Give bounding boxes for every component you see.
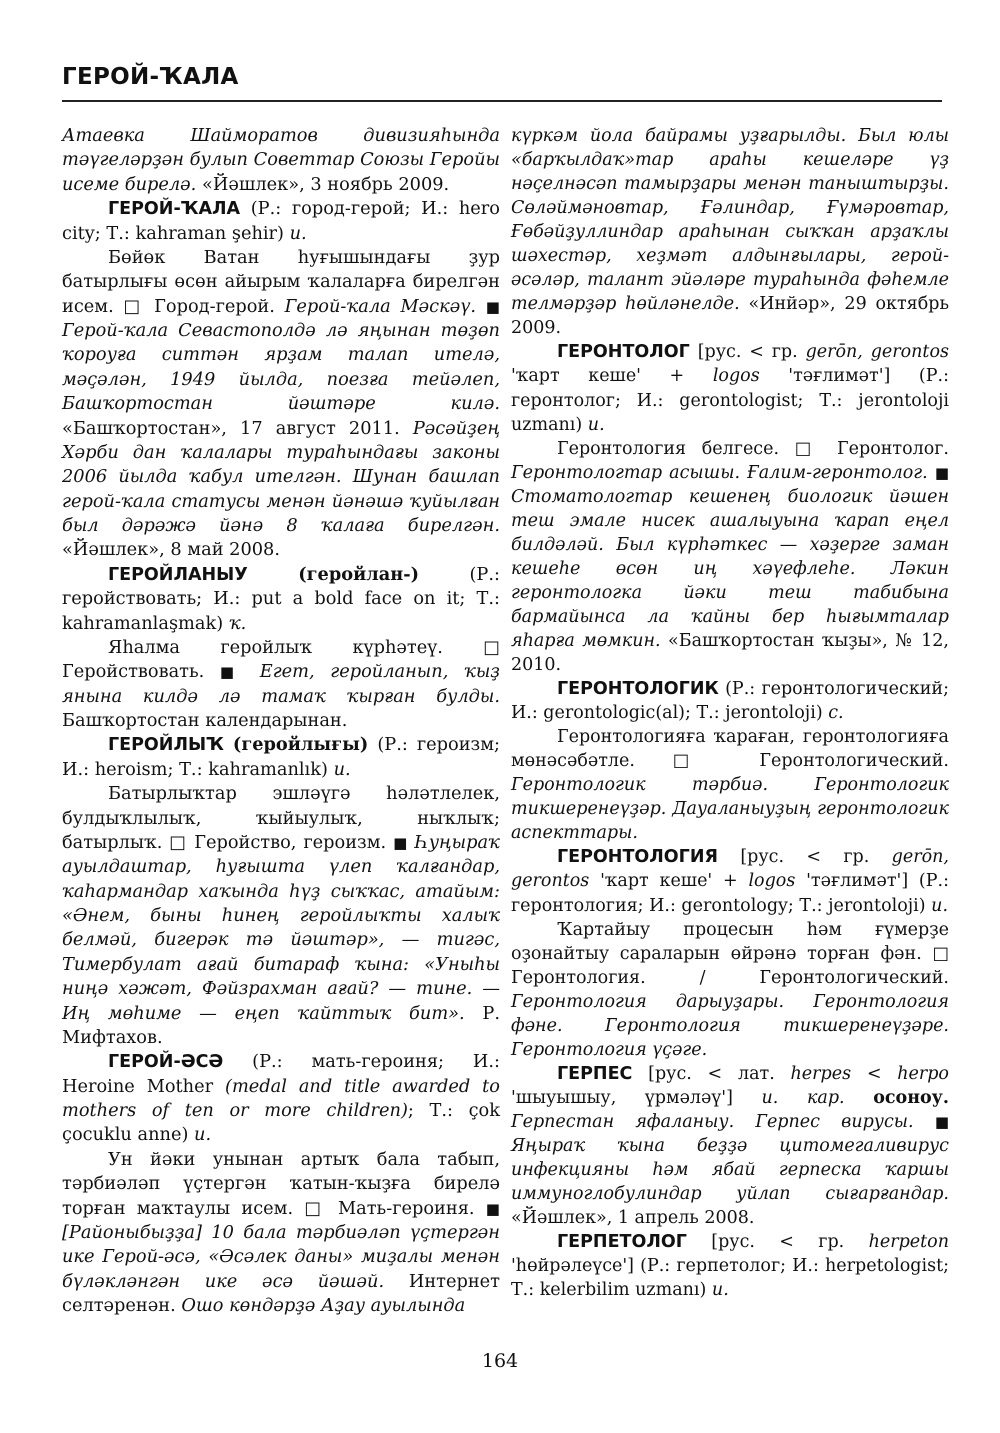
entry-gerpetolog <box>511 1230 949 1302</box>
definition: Геронтологияға ҡараған, геронтологияға мөнәсәбәтле. <box>511 727 949 772</box>
definition-paragraph <box>511 918 949 1062</box>
headword: ГЕРОНТОЛОГ <box>557 342 690 363</box>
example-square-icon: ■ <box>485 1199 500 1218</box>
entry-geroylyk <box>62 733 500 782</box>
etymology: [рус. < гр. <box>740 847 870 868</box>
etymology: [рус. < лат. <box>648 1063 775 1084</box>
translations: (Р.: героизм; И.: heroism; Т.: kahramanlık) <box>62 735 500 780</box>
running-head: ГЕРОЙ-ҠАЛА <box>62 64 239 90</box>
entry-geroy-ese <box>62 1050 500 1148</box>
example-text: Геронтология дарыуҙары. Геронтология фәне. Геронтология тикшеренеүҙәре. Геронтология үҫәге. <box>511 991 949 1060</box>
equivalent-box-icon: □ <box>932 943 949 964</box>
headword: ГЕРОНТОЛОГИК <box>557 679 719 700</box>
equivalent-box-icon: □ <box>672 751 722 772</box>
definition-paragraph <box>62 782 500 1050</box>
example-square-icon: ■ <box>485 297 500 316</box>
page-number: 164 <box>481 1350 519 1372</box>
etymology: 'ҡарт кеше' + <box>600 871 738 892</box>
example-square-icon: ■ <box>934 1112 949 1131</box>
example-text: Геронтологик тәрбиә. Геронтологик тикшеренеүҙәр. Дауаланыуҙың геронтологик аспекттары. <box>511 775 949 844</box>
headword: ГЕРОНТОЛОГИЯ <box>557 847 718 868</box>
translations: ; Т.: çok çocuklu anne) <box>62 1101 500 1146</box>
translations: (Р.: мать-героиня; И.: Heroine Mother <box>62 1052 500 1097</box>
entry-gerpes <box>511 1062 949 1230</box>
headword: ГЕРПЕС <box>557 1063 633 1084</box>
russian-equivalent: Город-герой. <box>154 296 275 317</box>
example-text: Герой-ҡала Мәскәү. <box>284 296 477 317</box>
cross-reference: осоноу. <box>873 1087 949 1108</box>
translations: (Р.: город-герой; И.: hero city; Т.: kahraman şehir) <box>62 199 500 244</box>
entry-gerontologik <box>511 677 949 725</box>
source: «Йәшлек», 1 апрель 2008. <box>511 1208 755 1229</box>
equivalent-box-icon: □ <box>304 1198 327 1219</box>
part-of-speech: с. <box>828 703 844 724</box>
headword: ГЕРПЕТОЛОГ <box>557 1232 687 1253</box>
continuation-paragraph <box>62 124 500 197</box>
etymon: herpes <box>790 1063 852 1084</box>
example-text: Геронтологтар асышы. Ғалим-геронтолог. <box>511 462 928 483</box>
example-square-icon: ■ <box>934 463 949 482</box>
entry-gerontologiya <box>511 845 949 917</box>
definition: Ҡартайыу процесын һәм ғүмерҙе оҙонайтыу сараларын өйрәнә торған фән. <box>511 919 949 964</box>
equivalent-box-icon: □ <box>483 637 500 658</box>
example-text: [Районыбыҙҙа] 10 бала тәрбиәләп үҫтергән ике Герой-әсә, «Әсәлек даны» миҙалы менән бүләкләнгән ике әсә йәшәй. <box>62 1222 500 1292</box>
source: «Башҡортостан ҡыҙы», № 12, 2010. <box>511 630 949 676</box>
example-text: Һуңыраҡ ауылдаштар, һуғышта үлеп ҡалғандар, ҡаһармандар хаҡында һүҙ сыҡҡас, атайым: «Әнем, быны һинең геройлыҡты халыҡ белмәй, бигерәк тә йәштәр», — тигәс, Тимербулат ағай битараф ҡына: «Уныһы ниңә хәжәт, Фәйзрахман ағай? — тине. — Иң мөһиме — еңеп ҡайттыҡ бит». <box>62 832 500 1024</box>
source: «Йәшлек», 8 май 2008. <box>62 540 280 561</box>
translation-note: (medal and title awarded to mothers of ten or more children) <box>62 1076 500 1121</box>
part-of-speech: и. <box>333 759 351 780</box>
continuation-paragraph <box>511 124 949 340</box>
russian-equivalent: Мать-героиня. <box>337 1198 475 1219</box>
equivalent-box-icon: □ <box>123 296 145 317</box>
definition-paragraph <box>62 246 500 563</box>
headword: ГЕРОЙЛАНЫУ <box>108 564 248 585</box>
etymology: [рус. < гр. <box>697 342 798 363</box>
header-rule <box>62 100 942 102</box>
example-text: Стоматологтар кешенең биологик йәшен теш эмале нисек ашалыуына ҡарап еңел билдәләй. Был күрһәткес — хәҙерге заман кешеһе өсөн иң хәүефлеһе. Ләкин геронтологка йәки теш табибына бармайынса ла ҡайны бер һығымталар яһарға мөмкин. <box>511 486 949 651</box>
part-of-speech: и. <box>711 1280 729 1301</box>
etymology: [рус. < гр. <box>711 1232 845 1253</box>
part-of-speech: ҡ. <box>228 613 247 634</box>
headword: ГЕРОЙ-ӘСӘ <box>108 1052 224 1073</box>
definition: Бөйөк Ватан һуғышындағы ҙур батырлығы өсөн айырым ҡалаларға бирелгән исем. <box>62 247 500 317</box>
russian-equivalent: Геронтология. / Геронтологический. <box>511 967 949 988</box>
example-text: Ошо көндәрҙә Аҙау ауылында <box>181 1296 466 1316</box>
translations: 'һөйрәлеүсе'] (Р.: герпетолог; И.: herpetologist; Т.: kelerbilim uzmanı) <box>511 1256 949 1301</box>
source: Интернет селтәренән. <box>62 1271 500 1316</box>
etymon: gerōn, gerontos <box>805 342 949 363</box>
russian-equivalent: Геронтолог. <box>837 438 949 459</box>
etymon: herpo <box>897 1063 949 1084</box>
part-of-speech: и. <box>194 1125 212 1146</box>
russian-equivalent: Геройство, героизм. <box>194 832 387 853</box>
etymology: < <box>866 1063 882 1084</box>
etymon: gerōn, gerontos <box>511 847 949 892</box>
definition: Батырлыҡтар эшләүгә һәләтлелек, булдыҡлылыҡ, ҡыйыулыҡ, ныҡлыҡ; батырлыҡ. <box>62 784 500 853</box>
definition: Яһалма геройлыҡ күрһәтеү. <box>108 637 443 658</box>
source: Башҡортостан календарынан. <box>62 711 348 731</box>
etymology: 'ҡарт кеше' + <box>511 366 685 387</box>
etymon: logos <box>712 366 760 387</box>
translations: 'тәғлимәт'] (Р.: геронтология; И.: gerontology; Т.: jerontoloji) <box>511 871 949 916</box>
translations: (Р.: геройствовать; И.: put a bold face on it; Т.: kahramanlaşmak) <box>62 564 500 634</box>
definition: Ун йәки унынан артыҡ бала табып, тәрбиәләп үҫтергән ҡатын-ҡыҙға бирелә торған маҡтаулы исем. <box>62 1149 500 1219</box>
definition-paragraph <box>511 437 949 677</box>
translations: (Р.: геронтологический; И.: gerontologic(al); Т.: jerontoloji) <box>511 679 949 724</box>
example-text: Атаевка Шайморатов дивизияһында тәүгеләрҙән булып Советтар Союзы Геройы исеме бирелә. <box>62 126 500 195</box>
right-column <box>511 124 949 1302</box>
entry-geroy-kala <box>62 197 500 246</box>
headword: ГЕРОЙЛЫҠ <box>108 735 224 756</box>
russian-equivalent: Геронтологический. <box>759 751 949 772</box>
translations: 'тәғлимәт'] (Р.: геронтолог; И.: gerontologist; Т.: jerontoloji uzmanı) <box>511 366 949 435</box>
headword: ГЕРОЙ-ҠАЛА <box>108 199 241 220</box>
example-text: Герой-ҡала Севастополдә лә яңынан төҙөп ҡороуға ситтән ярҙам талап ителә, мәҫәлән, 1949 йылда, поезға тейәлеп, Башҡортостан йәштәре килә. <box>62 321 500 415</box>
etymon: logos <box>748 871 796 892</box>
example-text: Герпестан яфаланыу. Герпес вирусы. <box>511 1111 914 1132</box>
source: Р. Мифтахов. <box>62 1003 500 1048</box>
part-of-speech: и. кар. <box>761 1087 845 1108</box>
etymology: 'шыуышыу, үрмәләү'] <box>511 1087 733 1108</box>
russian-equivalent: Геройствовать. <box>62 662 205 683</box>
example-text: күркәм йола байрамы уҙғарылды. Был юлы «барҡылдаҡ»тар араһы кешеләре үҙ нәҫелнәсәп тамырҙары менән таныштырҙы. Сөләймәновтар, Ғәлиндар, Ғүмәровтар, Ғөбәйҙуллиндар араһынан сыҡҡан арҙаҡлы шәхестәр, хеҙмәт алдынғылары, герой-әсәләр, талант эйәләре тураһында фәһемле телмәрҙәр һөйләнелде. <box>511 126 949 315</box>
entry-gerontolog <box>511 340 949 436</box>
definition-paragraph <box>62 1148 500 1319</box>
example-square-icon: ■ <box>219 663 245 682</box>
equivalent-box-icon: □ <box>169 832 188 853</box>
left-column <box>62 124 500 1318</box>
definition-paragraph <box>511 725 949 845</box>
example-text: Егет, геройланып, ҡыҙ янына килдә лә тамаҡ ҡырған булды. <box>62 662 500 707</box>
headword-stem: (геройлығы) <box>232 734 369 756</box>
definition: Геронтология белгесе. <box>557 438 780 459</box>
part-of-speech: и. <box>289 223 307 244</box>
headword-stem: (геройлан-) <box>298 563 420 585</box>
source: «Йәшлек», 3 ноябрь 2009. <box>201 174 450 195</box>
etymon: herpeton <box>868 1232 949 1253</box>
part-of-speech: и. <box>931 895 949 916</box>
example-text: Яңыраҡ ҡына беҙҙә цитомегаливирус инфекцияны һәм ябай герпеска ҡаршы иммуноглобулиндар уйлап сығарғандар. <box>511 1135 949 1205</box>
equivalent-box-icon: □ <box>794 438 822 459</box>
entry-geroylaniu <box>62 563 500 636</box>
source: «Инйәр», 29 октябрь 2009. <box>511 294 949 339</box>
example-square-icon: ■ <box>393 833 409 852</box>
source: «Башҡортостан», 17 август 2011. <box>62 418 400 439</box>
part-of-speech: и. <box>587 414 605 435</box>
example-text: Рәсәйҙең Хәрби дан ҡалалары тураһындағы законы 2006 йылда ҡабул ителгән. Шунан башлап герой-ҡала статусы менән йәнәшә ҡуйылған был дәрәжә йәнә 8 ҡалаға бирелгән. <box>62 418 500 536</box>
definition-paragraph <box>62 636 500 734</box>
